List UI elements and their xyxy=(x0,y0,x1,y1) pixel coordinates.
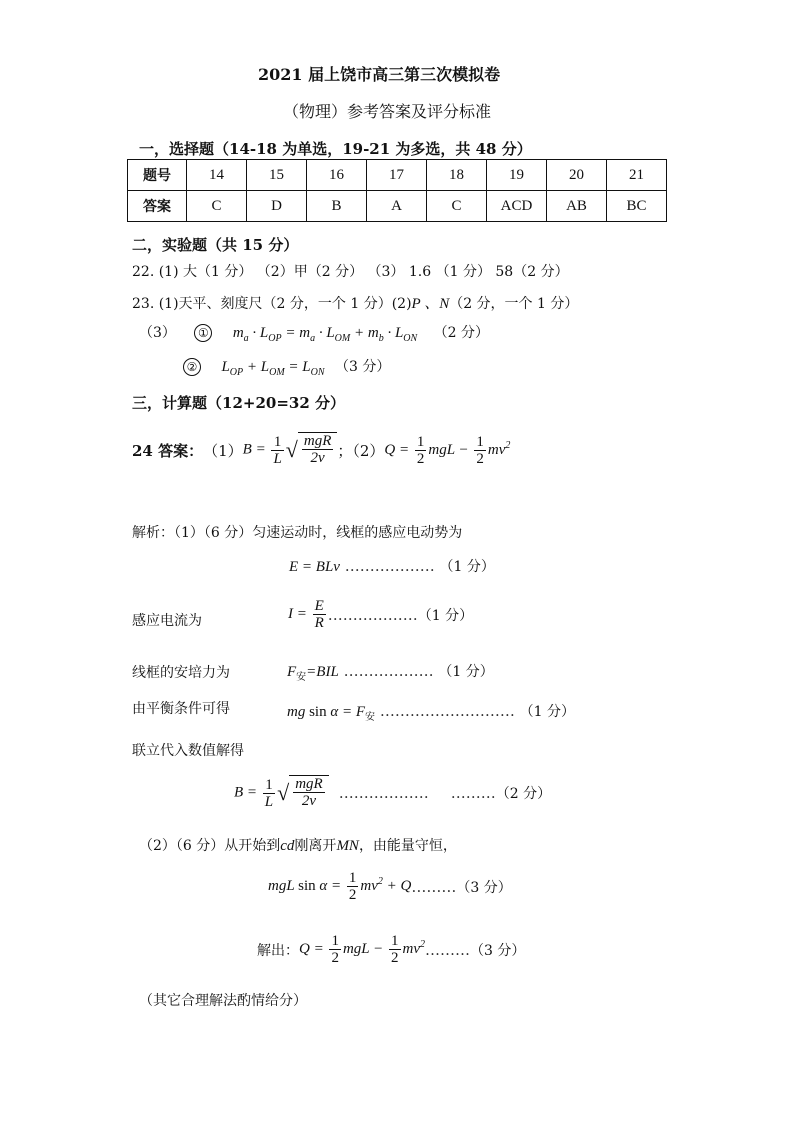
solve-label: 解出： xyxy=(257,942,299,959)
part2-intro-c: ，由能量守恒， xyxy=(358,838,457,854)
q24-label: 24 答案： xyxy=(132,441,204,460)
balance-score: （1 分） xyxy=(519,704,575,720)
dot-leader: ……………… xyxy=(344,557,435,575)
solve-line xyxy=(257,933,525,966)
q23-sub3-label: （3） xyxy=(139,325,176,341)
q24-part2-label: ；（2） xyxy=(337,441,385,460)
table-cell: 19 xyxy=(487,160,547,191)
answer-q-formula: Q = $\frac{1}{2}$ mgL − $\frac{1}{2}$ $mv^2$ xyxy=(384,433,511,467)
table-cell: 14 xyxy=(187,160,247,191)
b-result-formula: B = $\frac{1}{L}$ √ $\frac{\text{mgR}}{2v}$ xyxy=(234,775,329,811)
q23-sub3-line xyxy=(139,322,489,344)
table-cell: B xyxy=(307,191,367,222)
balance-line xyxy=(287,701,575,723)
table-cell: D xyxy=(247,191,307,222)
table-cell: 16 xyxy=(307,160,367,191)
energy-line xyxy=(268,870,512,903)
ampere-line xyxy=(287,661,494,683)
table-row-questions xyxy=(128,160,667,191)
part2-intro-b: 刚离开 xyxy=(294,838,337,854)
row-label-question: 题号 xyxy=(128,160,187,191)
table-cell: ACD xyxy=(487,191,547,222)
q22-answer: 22. (1) 大（1 分） （2）甲（2 分） （3） 1.6 （1 分） 58（2 分） xyxy=(132,264,569,280)
circle-one-marker: ① xyxy=(194,324,212,342)
momentum-equation: $m_a \cdot L_{OP} = m_a \cdot L_{OM} + m_b \cdot L_{ON}$ xyxy=(232,325,418,344)
table-cell: 18 xyxy=(427,160,487,191)
dot-leader: ……………… xyxy=(338,784,429,802)
combine-label: 联立代入数值解得 xyxy=(132,743,244,759)
table-row-answers xyxy=(128,191,667,222)
dot-leader: ……………… xyxy=(327,605,418,624)
emf-score: （1 分） xyxy=(439,559,495,575)
table-cell: C xyxy=(427,191,487,222)
q24-part1-label: （1） xyxy=(203,441,243,460)
ampere-label: 线框的安培力为 xyxy=(132,665,230,681)
page-title: 2021 届上饶市高三第三次模拟卷 xyxy=(258,65,501,84)
current-formula: I = $\frac{E}{R}$ xyxy=(288,598,324,631)
q23-pn: P 、N xyxy=(411,296,450,312)
q23-eq2-line xyxy=(183,356,390,378)
dot-leader: ……………… xyxy=(343,662,434,680)
solve-formula: Q = $\frac{1}{2}$ mgL − $\frac{1}{2}$ $mv^2$ xyxy=(299,933,425,966)
current-line xyxy=(288,598,473,631)
q23-part1: 23. (1)天平、刻度尺（2 分，一个 1 分）(2) xyxy=(132,296,412,312)
q24-answer-line xyxy=(132,432,510,468)
dot-leader: ……… xyxy=(411,877,457,896)
solve-score: （3 分） xyxy=(470,942,526,959)
grading-note: （其它合理解法酌情给分） xyxy=(139,993,307,1009)
ampere-score: （1 分） xyxy=(438,664,494,680)
emf-line xyxy=(289,556,495,576)
q23-part2: （2 分，一个 1 分） xyxy=(449,296,579,312)
circle-two-marker: ② xyxy=(183,358,201,376)
ampere-formula: $F_安=BIL$ xyxy=(287,664,339,683)
dot-leader: ……………………… xyxy=(379,702,515,720)
section2-heading: 二，实验题（共 15 分） xyxy=(132,236,299,254)
balance-formula: mg $\sin \alpha = F_安$ xyxy=(287,704,376,723)
table-cell: A xyxy=(367,191,427,222)
part2-cd: cd xyxy=(280,838,295,854)
table-cell: 17 xyxy=(367,160,427,191)
table-cell: 20 xyxy=(547,160,607,191)
answer-b-formula: B = $\frac{1}{L}$ √ $\frac{\text{mgR}}{2v}$ xyxy=(243,432,338,468)
current-label: 感应电流为 xyxy=(132,613,202,629)
table-cell: AB xyxy=(547,191,607,222)
eq2-score: （3 分） xyxy=(335,359,391,375)
table-cell: BC xyxy=(607,191,667,222)
dot-leader: ……… xyxy=(450,784,496,802)
section1-heading: 一，选择题（14-18 为单选，19-21 为多选，共 48 分） xyxy=(139,140,532,158)
section3-heading: 三，计算题（12+20=32 分） xyxy=(132,394,345,412)
dot-leader: ……… xyxy=(425,940,470,959)
length-equation: $L_{OP} + L_{OM} = L_{ON}$ xyxy=(221,359,325,378)
current-score: （1 分） xyxy=(417,607,474,624)
emf-formula: E = BLv xyxy=(289,559,340,575)
page-subtitle: （物理）参考答案及评分标准 xyxy=(283,102,492,121)
part2-intro-a: （2）（6 分）从开始到 xyxy=(139,838,281,854)
analysis-intro: 解析：（1）（6 分）匀速运动时，线框的感应电动势为 xyxy=(132,525,463,541)
energy-score: （3 分） xyxy=(456,879,512,896)
answer-table xyxy=(127,159,667,222)
energy-formula: mgL sin α = $\frac{1}{2}$ $mv^2 + Q$ xyxy=(268,870,412,903)
part2-mn: MN xyxy=(336,838,359,854)
table-cell: C xyxy=(187,191,247,222)
table-cell: 21 xyxy=(607,160,667,191)
balance-label: 由平衡条件可得 xyxy=(132,701,230,717)
table-cell: 15 xyxy=(247,160,307,191)
q23-line xyxy=(132,292,578,313)
eq1-score: （2 分） xyxy=(433,325,490,341)
row-label-answer: 答案 xyxy=(128,191,187,222)
b-result-line xyxy=(234,775,551,811)
b-result-score: （2 分） xyxy=(495,786,552,802)
part2-intro xyxy=(139,835,457,855)
